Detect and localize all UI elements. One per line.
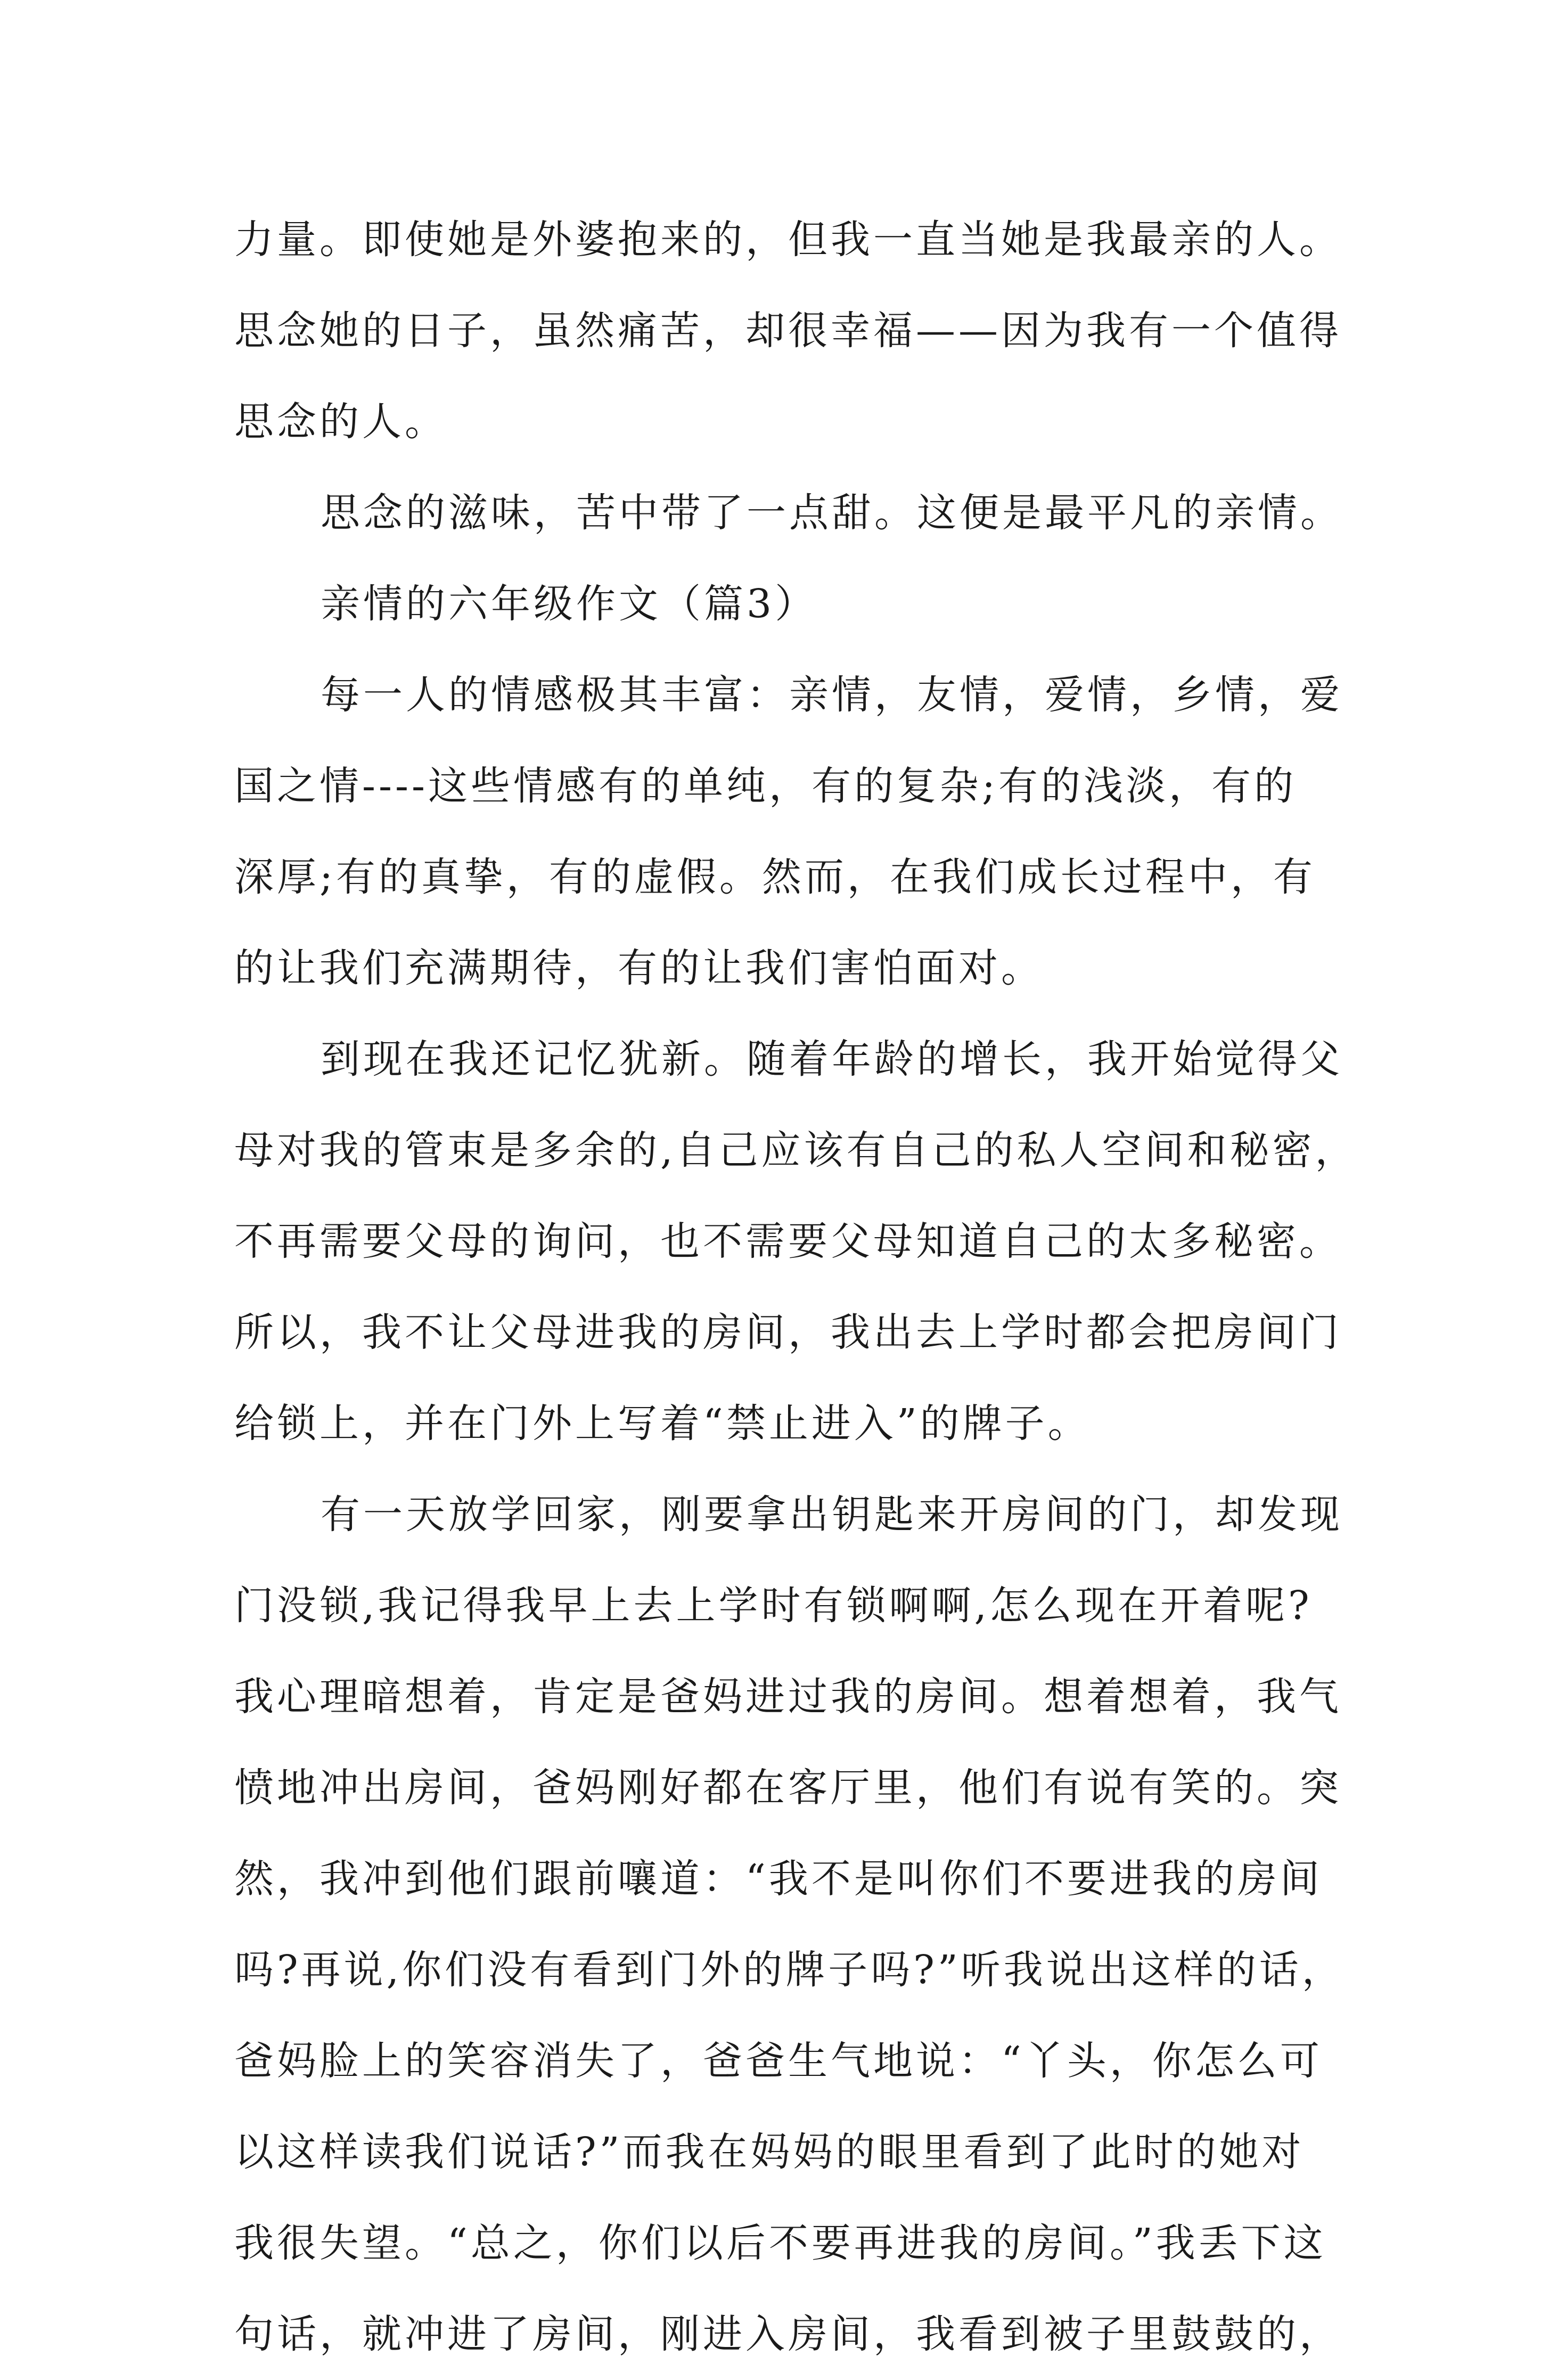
text-line: 爸妈脸上的笑容消失了，爸爸生气地说：“丫头，你怎么可: [234, 2038, 1323, 2084]
text-line: 思念她的日子，虽然痛苦，却很幸福——因为我有一个值得: [234, 308, 1342, 354]
text-line: 的让我们充满期待，有的让我们害怕面对。: [234, 945, 1044, 991]
text-line: 国之情----这些情感有的单纯，有的复杂;有的浅淡，有的: [234, 763, 1297, 809]
text-line: 思念的人。: [234, 399, 447, 445]
text-line: 母对我的管束是多余的,自己应该有自己的私人空间和秘密，: [234, 1127, 1358, 1173]
text-line: 到现在我还记忆犹新。随着年龄的增长，我开始觉得父: [321, 1036, 1343, 1082]
section-heading: 亲情的六年级作文（篇3）: [321, 581, 818, 627]
text-line: 所以，我不让父母进我的房间，我出去上学时都会把房间门: [234, 1310, 1342, 1355]
text-line: 愤地冲出房间，爸妈刚好都在客厅里，他们有说有笑的。突: [234, 1765, 1342, 1811]
text-line: 吗?再说,你们没有看到门外的牌子吗?”听我说出这样的话，: [234, 1947, 1345, 1993]
text-line: 我很失望。“总之，你们以后不要再进我的房间。”我丢下这: [234, 2220, 1326, 2266]
text-line: 以这样读我们说话?”而我在妈妈的眼里看到了此时的她对: [234, 2129, 1305, 2175]
text-line: 句话，就冲进了房间，刚进入房间，我看到被子里鼓鼓的，: [234, 2311, 1342, 2357]
text-line: 给锁上，并在门外上写着“禁止进入”的牌子。: [234, 1401, 1091, 1446]
document-body: [234, 194, 1358, 2380]
text-line: 然，我冲到他们跟前嚷道：“我不是叫你们不要进我的房间: [234, 1856, 1323, 1902]
text-line: 深厚;有的真挚，有的虚假。然而，在我们成长过程中，有: [234, 854, 1316, 900]
text-line: 每一人的情感极其丰富：亲情，友情，爱情，乡情，爱: [321, 672, 1343, 718]
text-line: 不再需要父母的询问，也不需要父母知道自己的太多秘密。: [234, 1218, 1342, 1264]
text-line: 门没锁,我记得我早上去上学时有锁啊啊,怎么现在开着呢?: [234, 1583, 1313, 1629]
text-line: 我心理暗想着，肯定是爸妈进过我的房间。想着想着，我气: [234, 1674, 1342, 1720]
text-line: 思念的滋味，苦中带了一点甜。这便是最平凡的亲情。: [321, 490, 1343, 536]
text-line: 有一天放学回家，刚要拿出钥匙来开房间的门，却发现: [321, 1492, 1343, 1537]
text-line: 力量。即使她是外婆抱来的，但我一直当她是我最亲的人。: [234, 217, 1342, 263]
